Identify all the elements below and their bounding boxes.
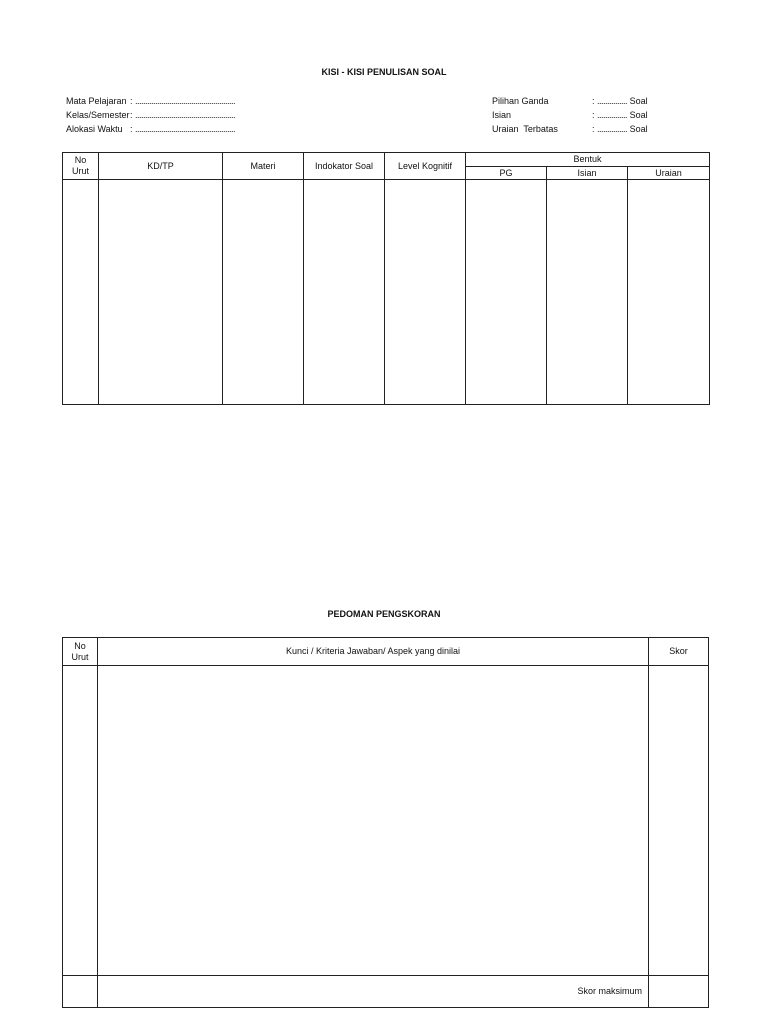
info-alokasi-waktu: Alokasi Waktu : .................................................. [66, 124, 236, 134]
header-pg: PG [466, 167, 547, 180]
info-uraian-terbatas: Uraian Terbatas : ............... Soal [492, 124, 648, 134]
info-pilihan-ganda: Pilihan Ganda : ............... Soal [492, 96, 648, 106]
skor-maksimum-row [63, 976, 709, 1008]
cell-uraian[interactable] [628, 180, 710, 405]
header-skor: Skor [649, 638, 709, 666]
cell-isian[interactable] [547, 180, 628, 405]
header-indikator-soal: Indokator Soal [304, 153, 385, 180]
cell-empty [63, 976, 98, 1008]
header-kd-tp: KD/TP [99, 153, 223, 180]
info-left [66, 94, 235, 136]
document-title: KISI - KISI PENULISAN SOAL [321, 67, 447, 77]
pedoman-table [62, 637, 709, 1008]
scoring-title: PEDOMAN PENGSKORAN [327, 609, 441, 619]
header-level-kognitif: Level Kognitif [385, 153, 466, 180]
cell-skor[interactable] [649, 666, 709, 976]
skor-maksimum-label: Skor maksimum [98, 976, 649, 1008]
header-uraian: Uraian [628, 167, 710, 180]
cell-skor-maksimum[interactable] [649, 976, 709, 1008]
cell-no[interactable] [63, 180, 99, 405]
cell-indikator[interactable] [304, 180, 385, 405]
kisi-kisi-table [62, 152, 710, 405]
cell-materi[interactable] [223, 180, 304, 405]
info-isian: Isian : ............... Soal [492, 110, 648, 120]
header-materi: Materi [223, 153, 304, 180]
header-bentuk: Bentuk [466, 153, 710, 167]
cell-no-2[interactable] [63, 666, 98, 976]
header-isian: Isian [547, 167, 628, 180]
cell-level[interactable] [385, 180, 466, 405]
info-kelas-semester: Kelas/Semester: .................................................. [66, 110, 236, 120]
table-body-row [63, 666, 709, 976]
table-body-row [63, 180, 710, 405]
info-right [492, 94, 648, 136]
header-no-urut-2: No Urut [63, 638, 98, 666]
cell-kunci[interactable] [98, 666, 649, 976]
header-kunci: Kunci / Kriteria Jawaban/ Aspek yang dinilai [98, 638, 649, 666]
info-mata-pelajaran: Mata Pelajaran : .................................................. [66, 96, 236, 106]
cell-kd-tp[interactable] [99, 180, 223, 405]
cell-pg[interactable] [466, 180, 547, 405]
header-no-urut: No Urut [63, 153, 99, 180]
